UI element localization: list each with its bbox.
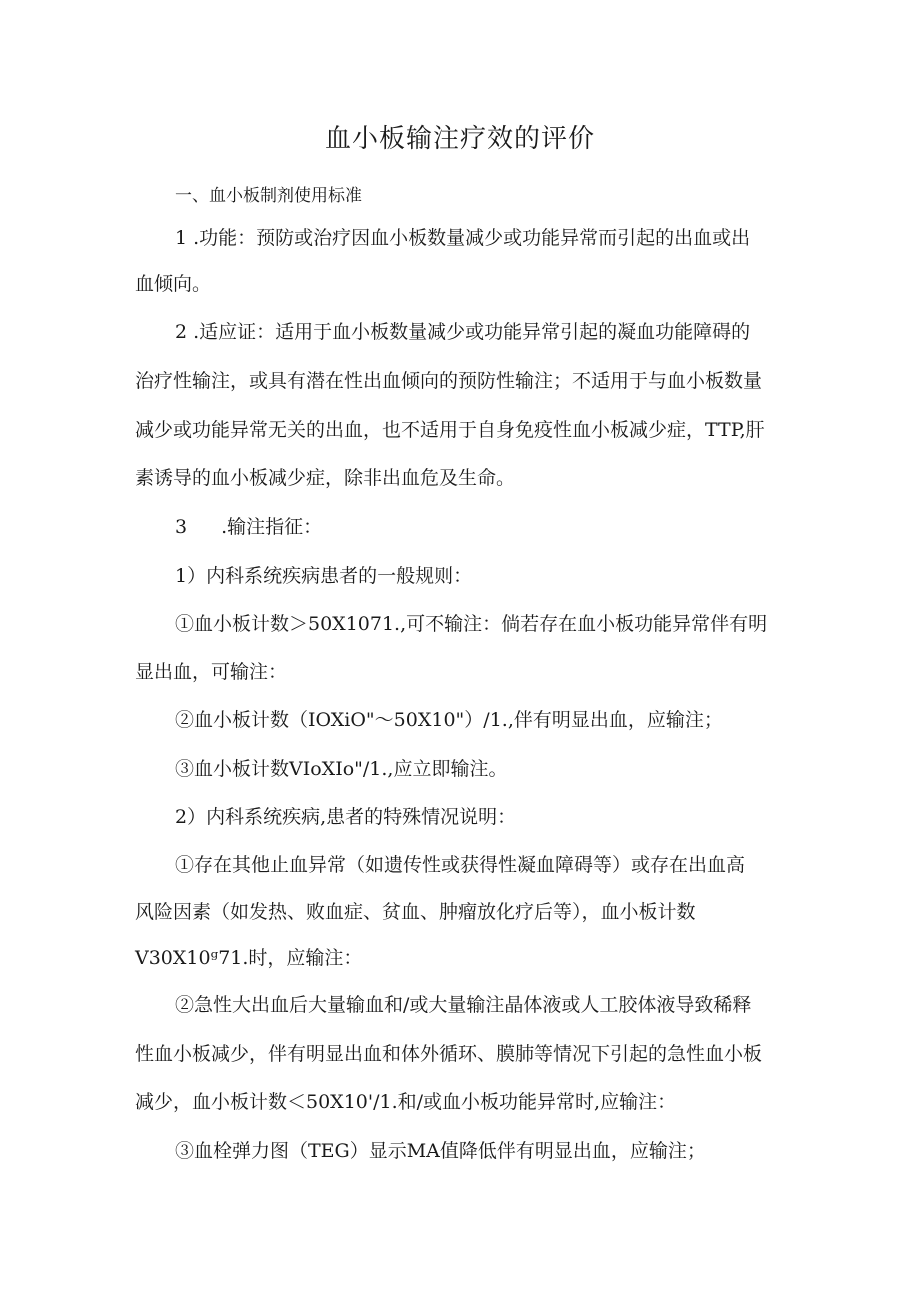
item-5-line-2: 性血小板减少，伴有明显出血和体外循环、膜肺等情况下引起的急性血小板 xyxy=(135,1043,763,1065)
subheading-2: 2）内科系统疾病,患者的特殊情况说明： xyxy=(175,806,517,828)
paragraph-2-line-2: 治疗性输注，或具有潜在性出血倾向的预防性输注；不适用于与血小板数量 xyxy=(135,370,763,392)
paragraph-2-line-1: 2 .适应证：适用于血小板数量减少或功能异常引起的凝血功能障碍的 xyxy=(175,321,751,343)
item-3: ③血小板计数VIoXIo"/1.,应立即输注。 xyxy=(175,758,508,780)
item-1-line-1: ①血小板计数＞50X1071.,可不输注：倘若存在血小板功能异常伴有明 xyxy=(175,613,768,635)
section-heading: 一、血小板制剂使用标准 xyxy=(175,186,362,206)
paragraph-1-line-1: 1 .功能：预防或治疗因血小板数量减少或功能异常而引起的出血或出 xyxy=(175,227,751,249)
paragraph-3 xyxy=(175,515,322,539)
item-1-line-2: 显出血，可输注： xyxy=(135,661,288,683)
paragraph-2-line-4: 素诱导的血小板减少症，除非出血危及生命。 xyxy=(135,467,516,489)
item-6: ③血栓弹力图（TEG）显示MA值降低伴有明显出血，应输注； xyxy=(175,1140,706,1162)
item-4-line-1: ①存在其他止血异常（如遗传性或获得性凝血障碍等）或存在出血高 xyxy=(175,854,746,876)
subheading-1: 1）内科系统疾病患者的一般规则： xyxy=(175,565,473,587)
item-2: ②血小板计数（IOXiO"〜50X10"）/1.,伴有明显出血，应输注； xyxy=(175,709,723,731)
item-5-line-3: 减少，血小板计数＜50X10'/1.和/或血小板功能异常时,应输注： xyxy=(135,1091,677,1113)
item-4-line-2: 风险因素（如发热、败血症、贫血、肿瘤放化疗后等），血小板计数 xyxy=(135,901,696,923)
item-4-line-3: V30X10ᵍ71.时，应输注： xyxy=(135,947,363,969)
paragraph-1-line-2: 血倾向。 xyxy=(135,273,212,295)
item-5-line-1: ②急性大出血后大量输血和/或大量输注晶体液或人工胶体液导致稀释 xyxy=(175,994,752,1016)
paragraph-2-line-3: 减少或功能异常无关的出血，也不适用于自身免疫性血小板减少症，TTP,肝 xyxy=(135,419,765,441)
page-title: 血小板输注疗效的评价 xyxy=(324,124,595,154)
paragraph-3-text: .输注指征： xyxy=(221,516,323,538)
paragraph-3-number: 3 xyxy=(175,516,188,538)
